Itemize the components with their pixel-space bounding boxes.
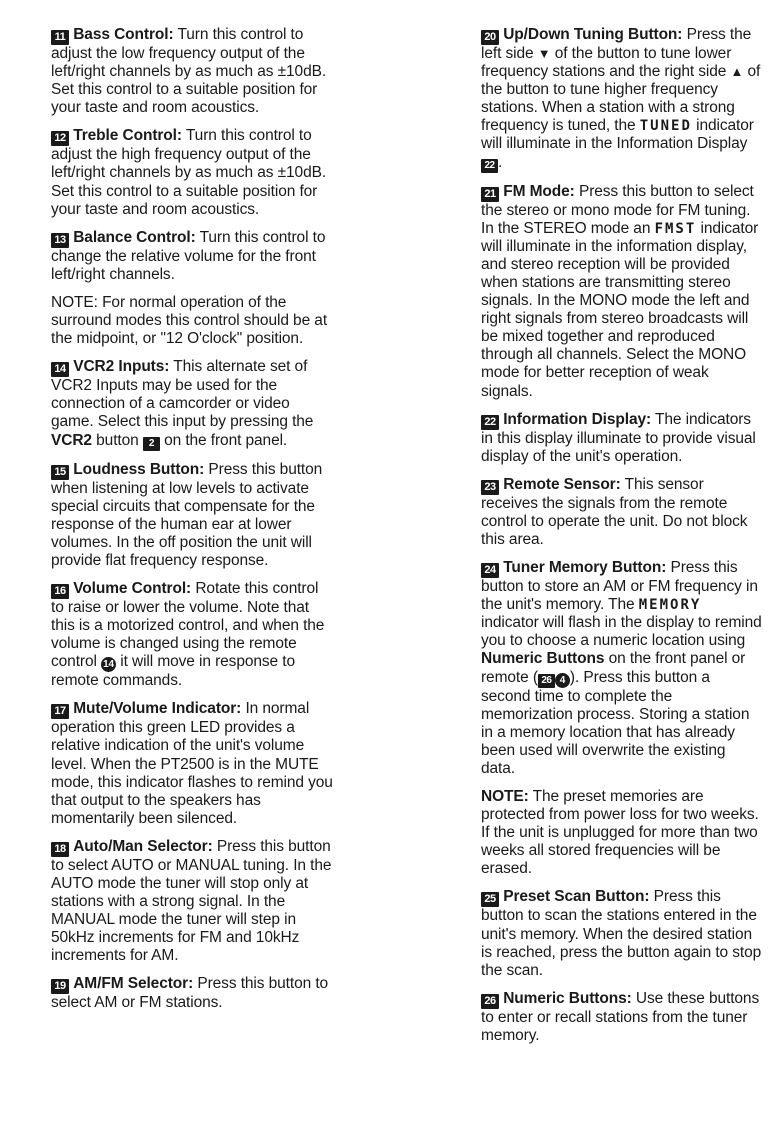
numeric-buttons-label: Numeric Buttons — [481, 650, 605, 668]
reference-badge: 22 — [481, 159, 498, 173]
item-title: VCR2 Inputs: — [73, 358, 170, 376]
item-number-badge: 24 — [481, 563, 499, 578]
item-text: of the button to tune higher frequency stations. When a station with a strong frequency is tuned, the — [481, 63, 761, 135]
item-text: indicator will illuminate in the Information Display — [481, 117, 754, 153]
item-text: Press this button to scan the stations entered in the unit's memory. When the desired station is reached, press the button again to stop the scan. — [481, 888, 762, 979]
item-text: Press this button to select AUTO or MANUAL tuning. In the AUTO mode the tuner will stop only at stations with a strong signal. In the MANUAL mode the tuner will step in 50kHz increments for FM and 10kHz increments for AM. — [51, 837, 332, 965]
left-column — [51, 26, 333, 1023]
item-treble-control — [51, 127, 333, 218]
item-text: In normal operation this green LED provides a relative indication of the unit's volume level. When the PT2500 is in the MUTE mode, this indicator flashes to remind you that output to the speakers has momentarily been silenced. — [51, 700, 333, 827]
vcr2-label: VCR2 — [51, 431, 92, 449]
item-loudness-button — [51, 461, 333, 570]
tuned-indicator-text: TUNED — [639, 118, 692, 135]
item-number-badge: 16 — [51, 584, 69, 599]
item-text: Turn this control to adjust the low frequency output of the left/right channels by as much as ±10dB. Set this control to a suitable position for your taste and room acoustics. — [51, 26, 327, 117]
item-number-badge: 25 — [481, 892, 499, 907]
item-number-badge: 22 — [481, 415, 499, 430]
item-number-badge: 14 — [51, 362, 69, 377]
item-number-badge: 19 — [51, 979, 69, 994]
remote-reference-badge: 14 — [101, 657, 116, 672]
item-number-badge: 20 — [481, 30, 499, 45]
item-text: ). Press this button a second time to complete the memorization process. Storing a station in a memory location that has already been used will overwrite the existing data. — [481, 668, 750, 777]
item-text: button — [91, 431, 143, 449]
down-arrow-icon: ▼ — [537, 46, 551, 61]
item-title: Preset Scan Button: — [503, 888, 650, 906]
item-title: Bass Control: — [73, 26, 174, 43]
item-balance-control — [51, 229, 333, 284]
item-text: Press this button to select the stereo or mono mode for FM tuning. In the STEREO mode an — [481, 182, 754, 237]
item-title: Remote Sensor: — [503, 475, 621, 493]
item-title: Treble Control: — [73, 127, 182, 145]
memory-indicator-text: MEMORY — [638, 597, 702, 614]
item-text: Use these buttons to enter or recall stations from the tuner memory. — [481, 989, 760, 1044]
item-mute-volume-indicator — [51, 700, 333, 828]
item-number-badge: 12 — [51, 131, 69, 146]
item-vcr2-inputs — [51, 358, 333, 450]
item-am-fm-selector — [51, 975, 333, 1012]
item-title: FM Mode: — [503, 182, 575, 200]
remote-reference-badge: 4 — [555, 673, 570, 688]
item-text: Press this button to store an AM or FM frequency in the unit's memory. The — [481, 559, 758, 614]
item-preset-scan-button — [481, 888, 763, 979]
item-number-badge: 13 — [51, 233, 69, 248]
right-column — [481, 26, 763, 1055]
item-remote-sensor — [481, 476, 763, 549]
item-text: Press this button to select AM or FM stations. — [51, 975, 329, 1012]
item-number-badge: 11 — [51, 30, 69, 45]
item-text: Press this button when listening at low levels to activate special circuits that compensate for the response of the human ear at lower volumes. In the off position the unit will provide flat frequency response. — [51, 460, 323, 569]
item-title: Loudness Button: — [73, 460, 205, 478]
item-title: AM/FM Selector: — [73, 975, 194, 993]
item-text: on the front panel or remote ( — [481, 650, 746, 686]
item-number-badge: 23 — [481, 480, 499, 495]
item-text: of the button to tune lower frequency stations and the right side — [481, 45, 732, 81]
item-text: Press the left side — [481, 26, 752, 62]
reference-badge: 2 — [143, 437, 160, 451]
item-title: Numeric Buttons: — [503, 989, 632, 1007]
item-text: This sensor receives the signals from the remote control to operate the unit. Do not block this area. — [481, 475, 748, 548]
memory-note — [481, 788, 763, 878]
item-title: Balance Control: — [73, 228, 196, 246]
item-title: Information Display: — [503, 410, 652, 428]
item-number-badge: 21 — [481, 187, 499, 202]
item-fm-mode — [481, 183, 763, 401]
up-arrow-icon: ▲ — [730, 64, 744, 80]
item-text: indicator will flash in the display to remind you to choose a numeric location using — [481, 614, 762, 650]
item-text: Turn this control to adjust the high frequency output of the left/right channels by as much as ±10dB. Set this control to a suitable position for your taste and room acoustics. — [51, 127, 327, 218]
item-text: Rotate this control to raise or lower the volume. Note that this is a motorized control, and when the volume is changed using the remote control — [51, 579, 325, 671]
item-title: Tuner Memory Button: — [503, 559, 667, 577]
item-text: . — [498, 153, 503, 171]
item-text: Turn this control to change the relative volume for the front left/right channels. — [51, 228, 326, 283]
item-text: This alternate set of VCR2 Inputs may be used for the connection of a camcorder or video game. Select this input by pressing the — [51, 358, 314, 431]
item-tuner-memory-button — [481, 559, 763, 778]
item-information-display — [481, 411, 763, 466]
item-text: on the front panel. — [159, 431, 288, 449]
item-text: it will move in response to remote commands. — [51, 653, 296, 690]
item-title: Up/Down Tuning Button: — [503, 26, 683, 43]
note-text: The preset memories are protected from power loss for two weeks. If the unit is unplugged for more than two weeks all stored frequencies will be erased. — [481, 788, 759, 878]
item-title: Mute/Volume Indicator: — [73, 700, 242, 718]
item-bass-control — [51, 26, 333, 117]
item-text: indicator will illuminate in the information display, and stereo reception will be provided when stations are transmitting stereo signals. In the MONO mode the left and right signals from stereo broadcasts will be mixed together and reproduced through all channels. Select the MONO mode for better reception of weak signals. — [481, 219, 759, 400]
item-volume-control — [51, 580, 333, 690]
fmst-indicator-text: FMST — [654, 220, 697, 237]
item-number-badge: 18 — [51, 842, 69, 857]
note-label: NOTE: — [481, 788, 529, 805]
item-auto-man-selector — [51, 838, 333, 966]
item-numeric-buttons — [481, 990, 763, 1045]
item-up-down-tuning-button — [481, 26, 763, 173]
item-number-badge: 17 — [51, 704, 69, 719]
item-number-badge: 26 — [481, 994, 499, 1009]
item-number-badge: 15 — [51, 465, 69, 480]
reference-badge: 26 — [538, 674, 555, 688]
item-title: Volume Control: — [73, 579, 192, 597]
item-title: Auto/Man Selector: — [73, 837, 213, 855]
item-text: The indicators in this display illuminate to provide visual display of the unit's operation. — [481, 410, 756, 465]
balance-note: NOTE: For normal operation of the surround modes this control should be at the midpoint, or "12 O'clock" position. — [51, 293, 328, 348]
